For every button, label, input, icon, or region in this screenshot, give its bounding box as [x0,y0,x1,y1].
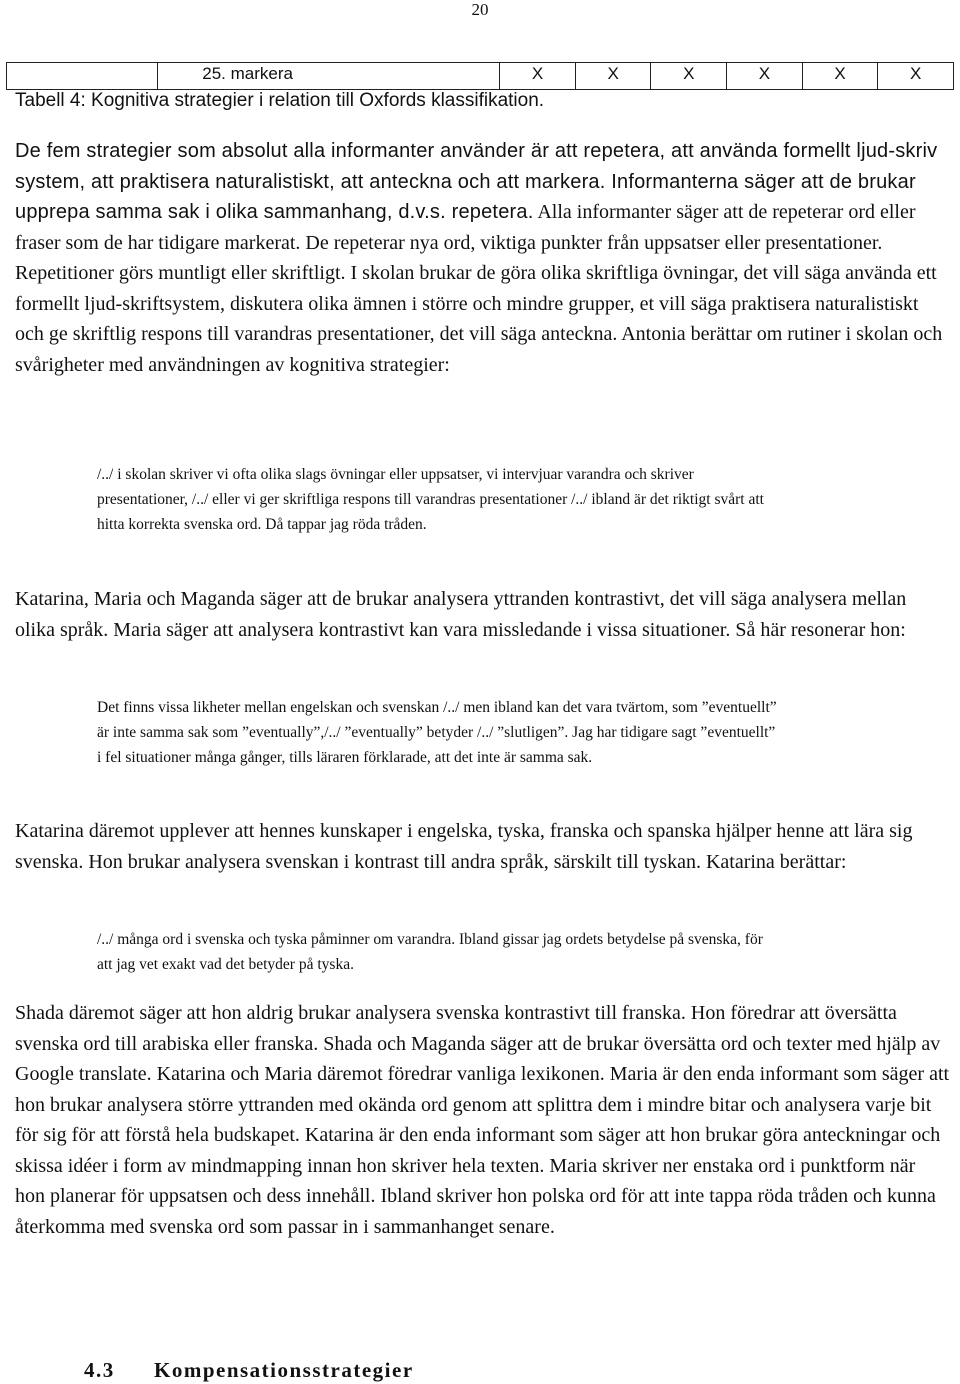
section-number: 4.3 [84,1358,115,1382]
quote-maria: Det finns vissa likheter mellan engelskan och svenskan /../ men ibland kan det vara tvärtom, som ”eventuellt” är inte samma sak som ”eventually”,/../ ”eventually” betyder /../ ”slutligen”. Jag har tidigare sagt ”eventuellt” i fel situationer många gånger, tills läraren förklarade, att det inte är samma sak. [97,699,777,766]
table-cell-mark: X [878,63,954,90]
table-cell-mark: X [727,63,803,90]
quote-antonia: /../ i skolan skriver vi ofta olika slags övningar eller uppsatser, vi intervjuar varandra och skriver presentationer, /../ eller vi ger skriftliga respons till varandras presentationer /../ ibland är det riktigt svårt att hitta korrekta svenska ord. Då tappar jag röda tråden. [97,466,764,533]
table-caption: Tabell 4: Kognitiva strategier i relation till Oxfords klassifikation. [15,90,545,111]
quote-katarina: /../ många ord i svenska och tyska påminner om varandra. Ibland gissar jag ordets betydelse på svenska, för att jag vet exakt vad det betyder på tyska. [97,931,763,973]
page-number: 20 [471,0,489,19]
table-row [7,63,954,90]
table-cell-mark: X [575,63,651,90]
section-heading [84,1356,414,1384]
paragraph-4: Shada däremot säger att hon aldrig brukar analysera svenska kontrastivt till franska. Hon föredrar att översätta svenska ord till arabiska eller franska. Shada och Maganda säger att de brukar översätta ord och texter med hjälp av Google translate. Katarina och Maria däremot föredrar vanliga lexikonen. Maria är den enda informant som säger att hon brukar analysera större yttranden med okända ord genom att splittra dem i mindre bitar och analysera varje bit för sig för att förstå hela budskapet. Katarina är den enda informant som säger att hon brukar göra anteckningar och skissa idéer i form av mindmapping innan hon skriver hela texten. Maria skriver ner enstaka ord i punktform när hon planerar för uppsatsen och dess innehåll. Ibland skriver hon polska ord för att inte tappa röda tråden och kunna återkomma med svenska ord som passar in i sammanhanget senare. [15,1002,950,1238]
table-cell-mark: X [651,63,727,90]
strategy-table [6,62,954,90]
paragraph-1-sans-text: De fem strategier som absolut alla informanter använder är att repetera, att använda formellt ljud-skriv system, att praktisera naturalistiskt, att anteckna och att markera. Informanterna säger att de brukar upprepa samma sak i olika sammanhang, d.v.s. repetera. [15,140,938,223]
paragraph-3: Katarina däremot upplever att hennes kunskaper i engelska, tyska, franska och spanska hjälper henne att lära sig svenska. Hon brukar analysera svenskan i kontrast till andra språk, särskilt till tyskan. Katarina berättar: [15,820,913,873]
table-cell-empty [7,63,158,90]
table-cell-label: 25. markera [158,63,500,90]
paragraph-1 [15,136,950,380]
table-cell-mark: X [802,63,878,90]
table-cell-mark: X [500,63,576,90]
paragraph-2: Katarina, Maria och Maganda säger att de brukar analysera yttranden kontrastivt, det vill säga analysera mellan olika språk. Maria säger att analysera kontrastivt kan vara missledande i vissa situationer. Så här resonerar hon: [15,588,907,641]
paragraph-1-serif-text: Alla informanter säger att de repeterar ord eller fraser som de har tidigare markerat. De repeterar nya ord, viktiga punkter från uppsatser eller presentationer. Repetitioner görs muntligt eller skriftligt. I skolan brukar de göra olika skriftliga övningar, det vill säga använda ett formellt ljud-skriftsystem, diskutera olika ämnen i större och mindre grupper, et vill säga praktisera naturalistiskt och ge skriftlig respons till varandras presentationer, det vill säga anteckna. Antonia berättar om rutiner i skolan och svårigheter med användningen av kognitiva strategier: [15,201,943,376]
section-title: Kompensationsstrategier [154,1358,414,1382]
